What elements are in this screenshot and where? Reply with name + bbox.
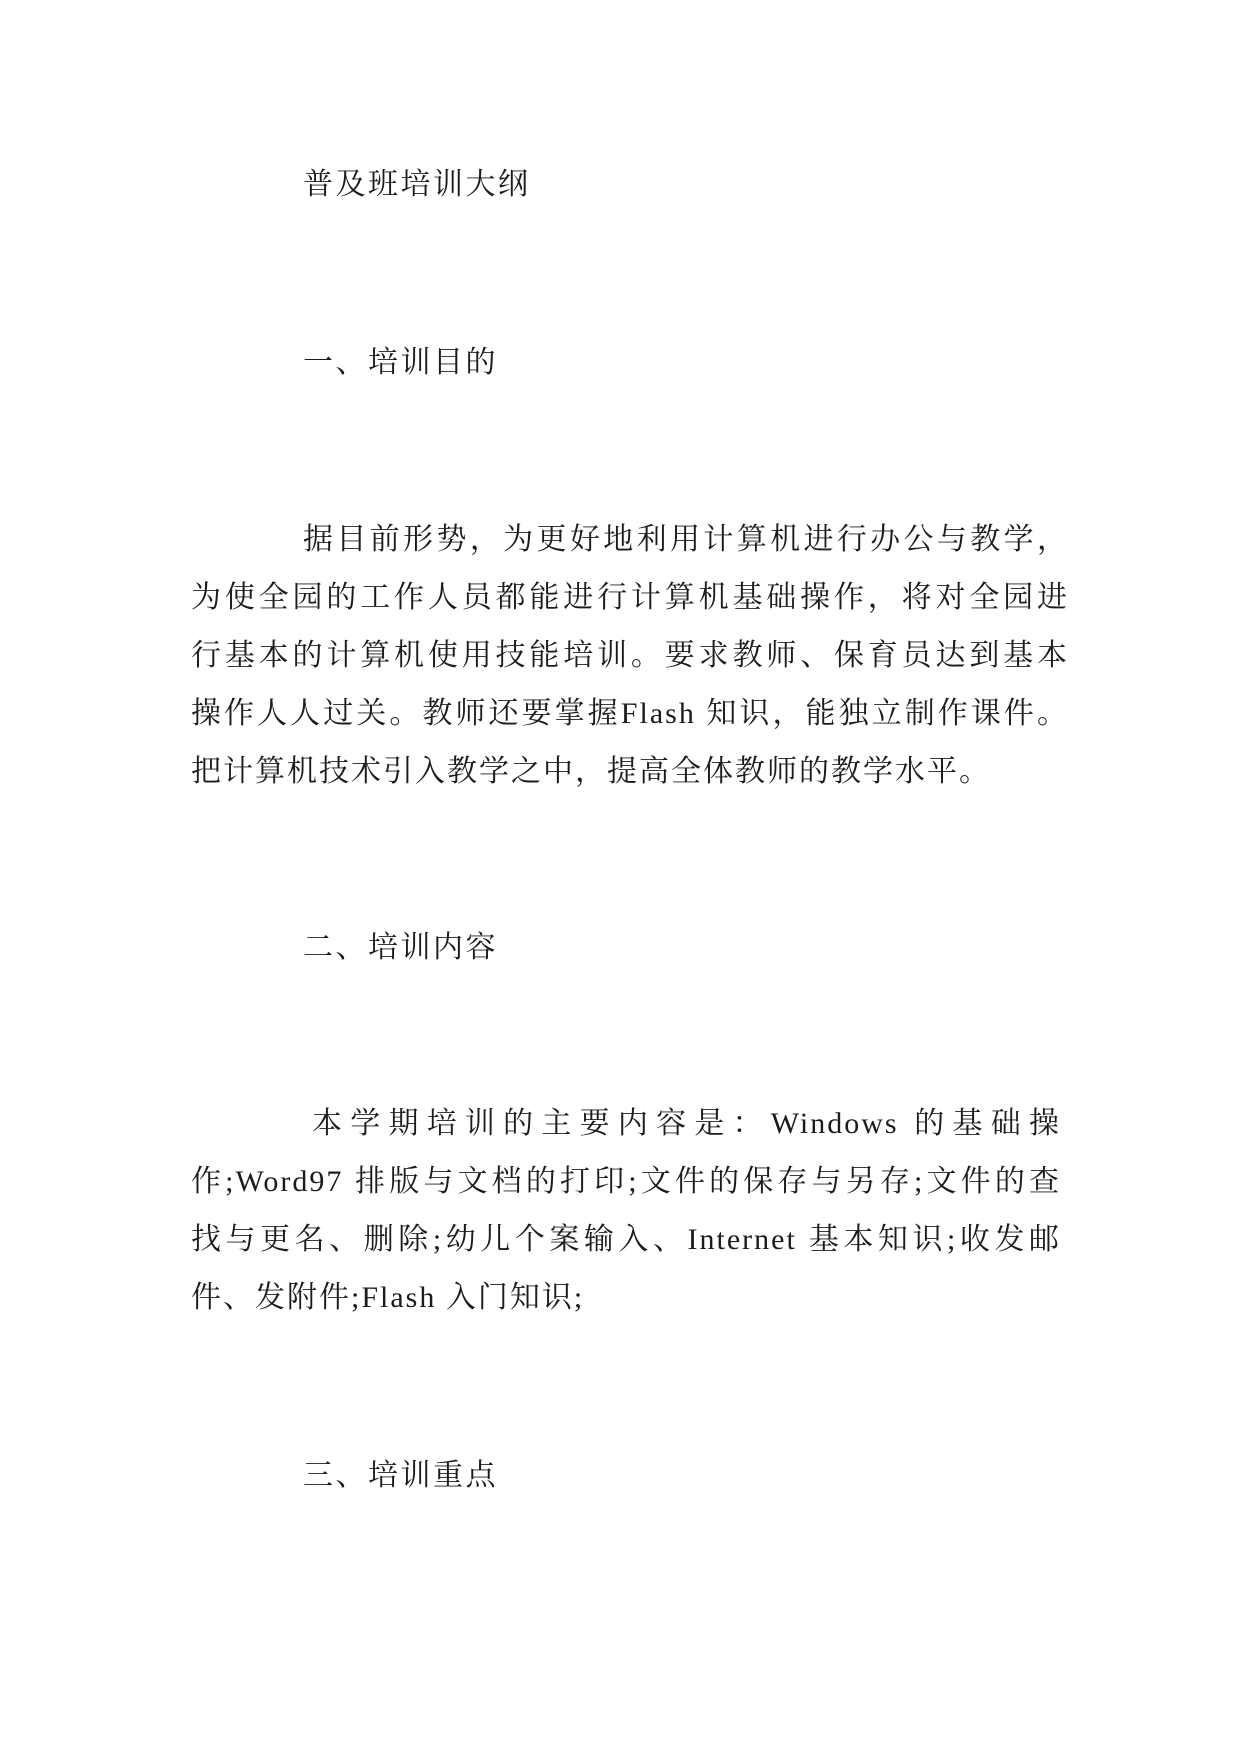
section-paragraph-purpose bbox=[191, 511, 1069, 801]
paragraph-line: 找与更名、删除;幼儿个案输入、Internet 基本知识;收发邮 bbox=[191, 1223, 1061, 1256]
section-heading-content: 二、培训内容 bbox=[303, 931, 498, 964]
document-title: 普及班培训大纲 bbox=[303, 168, 531, 201]
paragraph-line: 作;Word97 排版与文档的打印;文件的保存与另存;文件的查 bbox=[191, 1165, 1061, 1198]
paragraph-line: 为使全园的工作人员都能进行计算机基础操作，将对全园进 bbox=[191, 581, 1069, 614]
paragraph-line: 据目前形势，为更好地利用计算机进行办公与教学， bbox=[303, 523, 1069, 556]
section-heading-purpose: 一、培训目的 bbox=[303, 346, 498, 379]
paragraph-line: 行基本的计算机使用技能培训。要求教师、保育员达到基本 bbox=[191, 639, 1069, 672]
paragraph-line: 操作人人过关。教师还要掌握Flash 知识，能独立制作课件。 bbox=[191, 697, 1069, 730]
section-paragraph-content bbox=[191, 1095, 1061, 1327]
section-heading-focus: 三、培训重点 bbox=[303, 1459, 498, 1492]
paragraph-line: 本学期培训的主要内容是：Windows 的基础操 bbox=[312, 1107, 1061, 1140]
paragraph-line: 件、发附件;Flash 入门知识; bbox=[191, 1281, 585, 1314]
paragraph-line: 把计算机技术引入教学之中，提高全体教师的教学水平。 bbox=[191, 755, 991, 788]
